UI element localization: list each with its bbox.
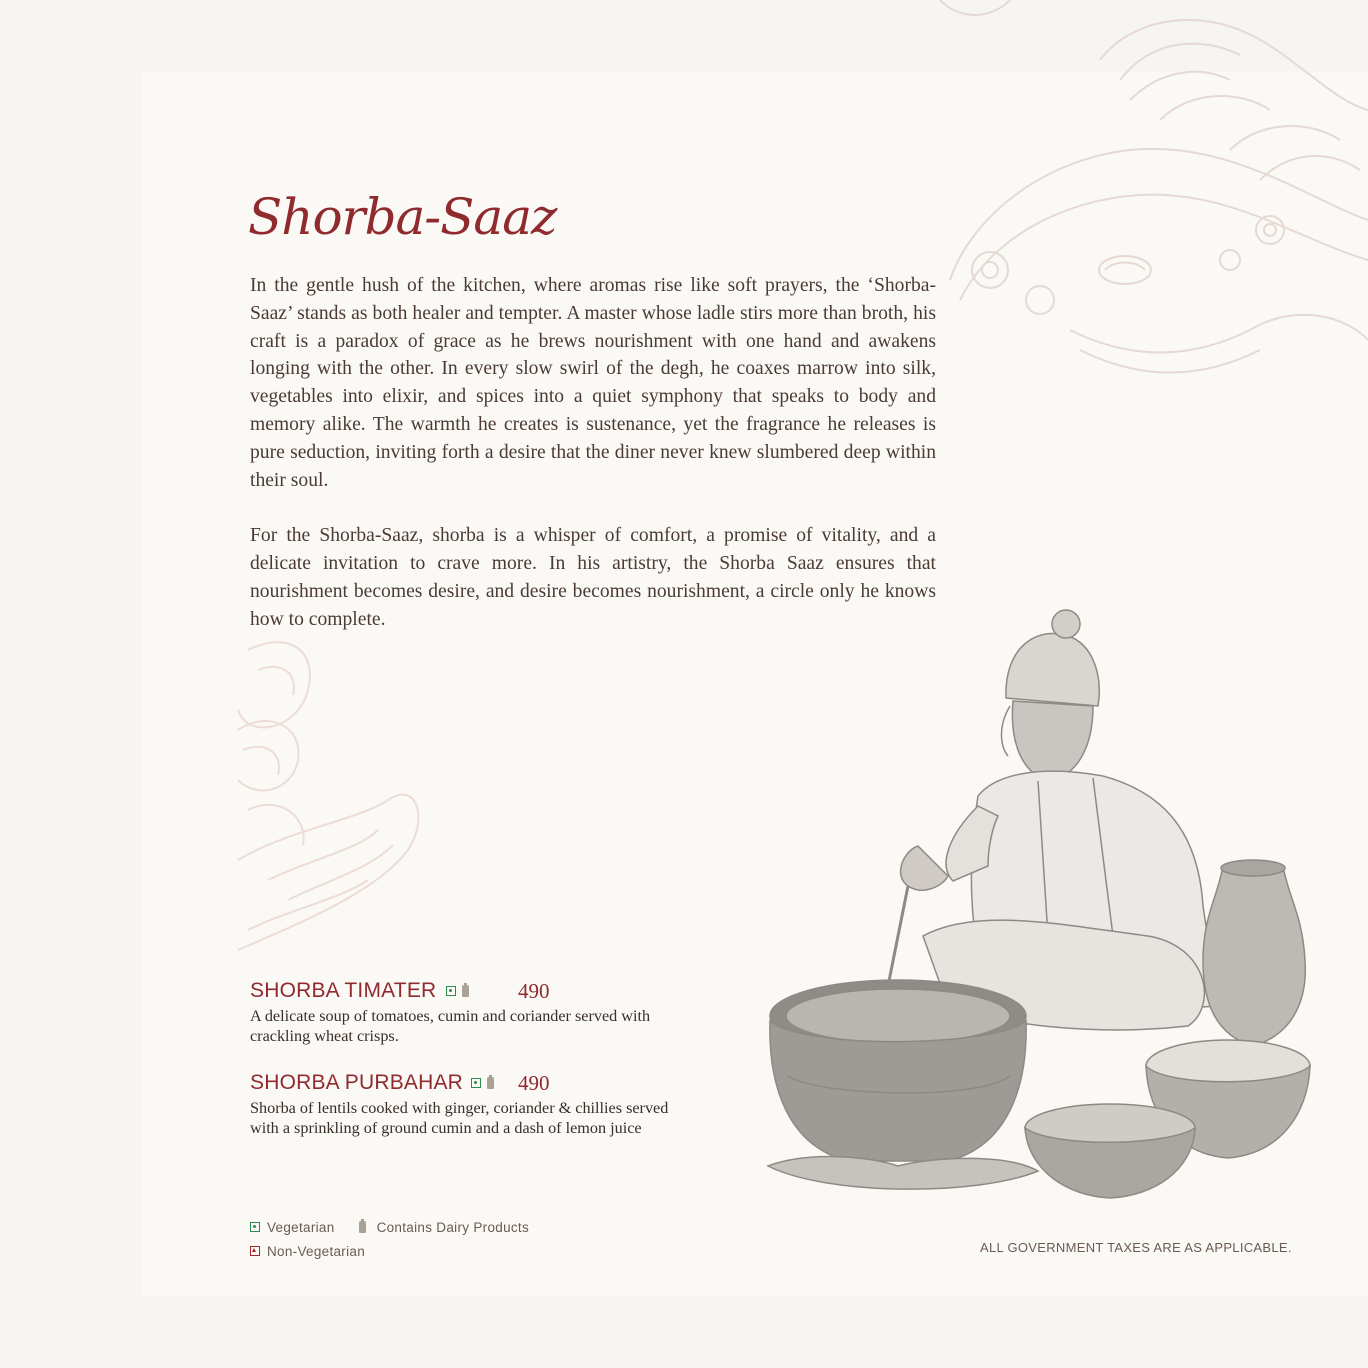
menu-item-header: [250, 1070, 720, 1096]
menu-item-price: 490: [518, 1071, 550, 1095]
non-vegetarian-icon: [250, 1246, 260, 1256]
legend-row: [250, 1239, 529, 1263]
section-intro: [250, 272, 936, 661]
legend-vegetarian-label: Vegetarian: [267, 1219, 335, 1235]
dairy-icon: [487, 1077, 494, 1089]
dietary-legend: [250, 1215, 529, 1263]
menu-item: [250, 1070, 720, 1138]
vegetarian-icon: [471, 1078, 481, 1088]
vegetarian-icon: [446, 986, 456, 996]
intro-paragraph: In the gentle hush of the kitchen, where aromas rise like soft prayers, the ‘Shorba-Saaz’ stands as both healer and tempter. A master whose ladle stirs more than broth, his craft is a paradox of grace as he brews nourishment with one hand and awakens longing with the other. In every slow swirl of the degh, he coaxes marrow into silk, vegetables into elixir, and spices into a quiet symphony that speaks to body and memory alike. The warmth he creates is sustenance, yet the fragrance he releases is pure seduction, inviting forth a desire that the diner never knew slumbered deep within their soul.: [250, 275, 936, 491]
menu-item-price: 490: [518, 979, 550, 1003]
menu-item-description: Shorba of lentils cooked with ginger, coriander & chillies served with a sprinkling of ground cumin and a dash of lemon juice: [250, 1099, 669, 1137]
legend-non-vegetarian-label: Non-Vegetarian: [267, 1243, 366, 1259]
intro-paragraph: For the Shorba-Saaz, shorba is a whisper of comfort, a promise of vitality, and a delicate invitation to crave more. In his artistry, the Shorba Saaz ensures that nourishment becomes desire, and desire becomes nourishment, a circle only he knows how to complete.: [250, 525, 936, 630]
dairy-icon: [462, 985, 469, 997]
legend-dairy-label: Contains Dairy Products: [376, 1219, 530, 1235]
menu-item: [250, 978, 720, 1046]
menu-item-name: SHORBA TIMATER: [250, 979, 437, 1002]
vegetarian-icon: [250, 1222, 260, 1232]
section-title: Shorba-Saaz: [248, 188, 557, 246]
legend-row: [250, 1215, 529, 1239]
menu-item-description: A delicate soup of tomatoes, cumin and coriander served with crackling wheat crisps.: [250, 1007, 651, 1045]
taxes-note: ALL GOVERNMENT TAXES ARE AS APPLICABLE.: [980, 1240, 1292, 1255]
dairy-icon: [359, 1221, 366, 1233]
menu-item-header: [250, 978, 720, 1004]
menu-item-name: SHORBA PURBAHAR: [250, 1071, 464, 1094]
